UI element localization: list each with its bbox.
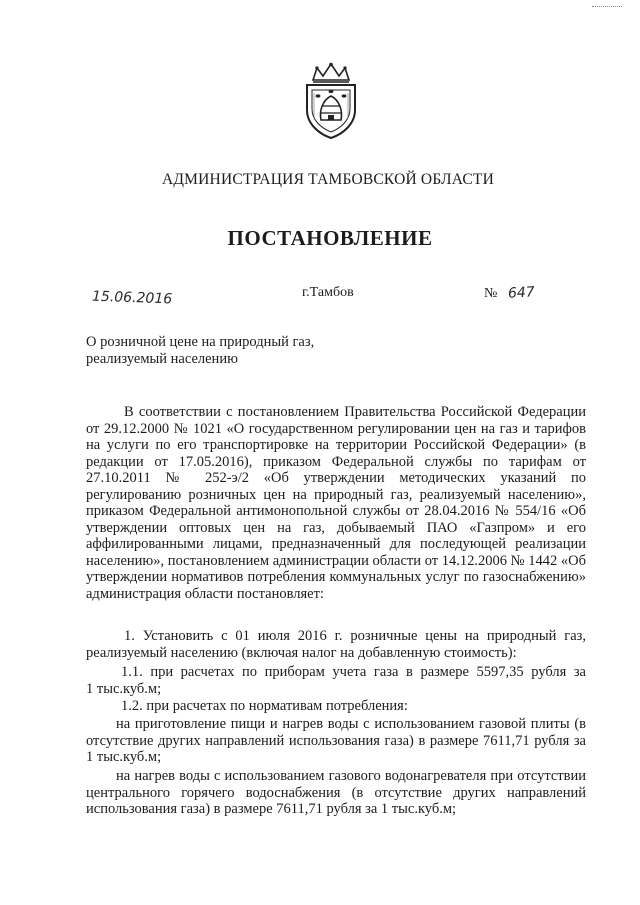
text-line: реализуемый населению (включая налог на добавленную стоимость): — [86, 644, 517, 661]
handwritten-date: 15.06.2016 — [91, 288, 173, 308]
text-line: на нагрев воды с использованием газового водонагревателя при отсутствии — [116, 768, 586, 784]
cooking-paragraph — [86, 716, 586, 766]
text-line: 1.2. при расчетах по нормативам потребления: — [121, 698, 408, 714]
text-line: утверждении нормативов потребления коммунальных услуг по газоснабжению» — [86, 569, 586, 585]
item-1-paragraph — [86, 628, 586, 661]
item-1-1-paragraph — [86, 664, 586, 697]
text-line: редакции от 17.05.2016), приказом Федеральной службы по тарифам от — [86, 453, 586, 470]
document-subject — [86, 334, 314, 368]
text-line: 1 тыс.куб.м; — [86, 680, 162, 697]
text-line: 1.1. при расчетах по приборам учета газа в размере 5597,35 рубля за — [121, 664, 586, 680]
text-line: регулированию розничных цен на природный газ, реализуемый населению», — [86, 486, 586, 503]
text-line: использования газа) в размере 7611,71 рубля за 1 тыс.куб.м; — [86, 801, 457, 817]
coat-of-arms-icon — [299, 62, 363, 140]
text-line: аффилированными лицами, предназначенный для последующей реализации — [86, 536, 586, 552]
text-line: администрация области постановляет: — [86, 585, 324, 602]
text-line: на приготовление пищи и нагрев воды с использованием газовой плиты (в — [116, 716, 586, 732]
text-line: населению», постановлением администрации области от 14.12.2006 № 1442 «Об — [86, 552, 586, 569]
document-type-title: ПОСТАНОВЛЕНИЕ — [227, 226, 433, 250]
text-line: центрального горячего водоснабжения (в отсутствие других направлений — [86, 784, 586, 801]
city: г.Тамбов — [302, 285, 354, 300]
handwritten-number: 647 — [507, 284, 536, 302]
text-line: на услуги по его транспортировке на территории Российской Федерации» (в — [86, 437, 586, 453]
subject-line: реализуемый населению — [86, 351, 238, 367]
text-line: В соответствии с постановлением Правительства Российской Федерации — [124, 404, 586, 420]
text-line: 1 тыс.куб.м; — [86, 749, 162, 765]
text-line: приказом Федеральной антимонопольной службы от 28.04.2016 № 554/16 «Об — [86, 503, 586, 519]
text-line: от 29.12.2000 № 1021 «О государственном регулировании цен на газ и тарифов — [86, 420, 586, 437]
organization-name: АДМИНИСТРАЦИЯ ТАМБОВСКОЙ ОБЛАСТИ — [162, 171, 494, 188]
text-line: 27.10.2011 № 252-э/2 «Об утверждении методических указаний по — [86, 470, 586, 486]
item-1-2-paragraph — [86, 698, 586, 715]
text-line: 1. Установить с 01 июля 2016 г. розничные цены на природный газ, — [124, 628, 586, 644]
preamble-paragraph — [86, 404, 586, 602]
subject-line: О розничной цене на природный газ, — [86, 334, 315, 350]
text-line: отсутствие других направлений использования газа) в размере 7611,71 рубля за — [86, 732, 586, 749]
number-label: № — [484, 286, 498, 301]
text-line: утверждении оптовых цен на газ, добываемый ПАО «Газпром» и его — [86, 519, 586, 536]
scan-artifact — [592, 6, 622, 9]
water-heater-paragraph — [86, 768, 586, 818]
